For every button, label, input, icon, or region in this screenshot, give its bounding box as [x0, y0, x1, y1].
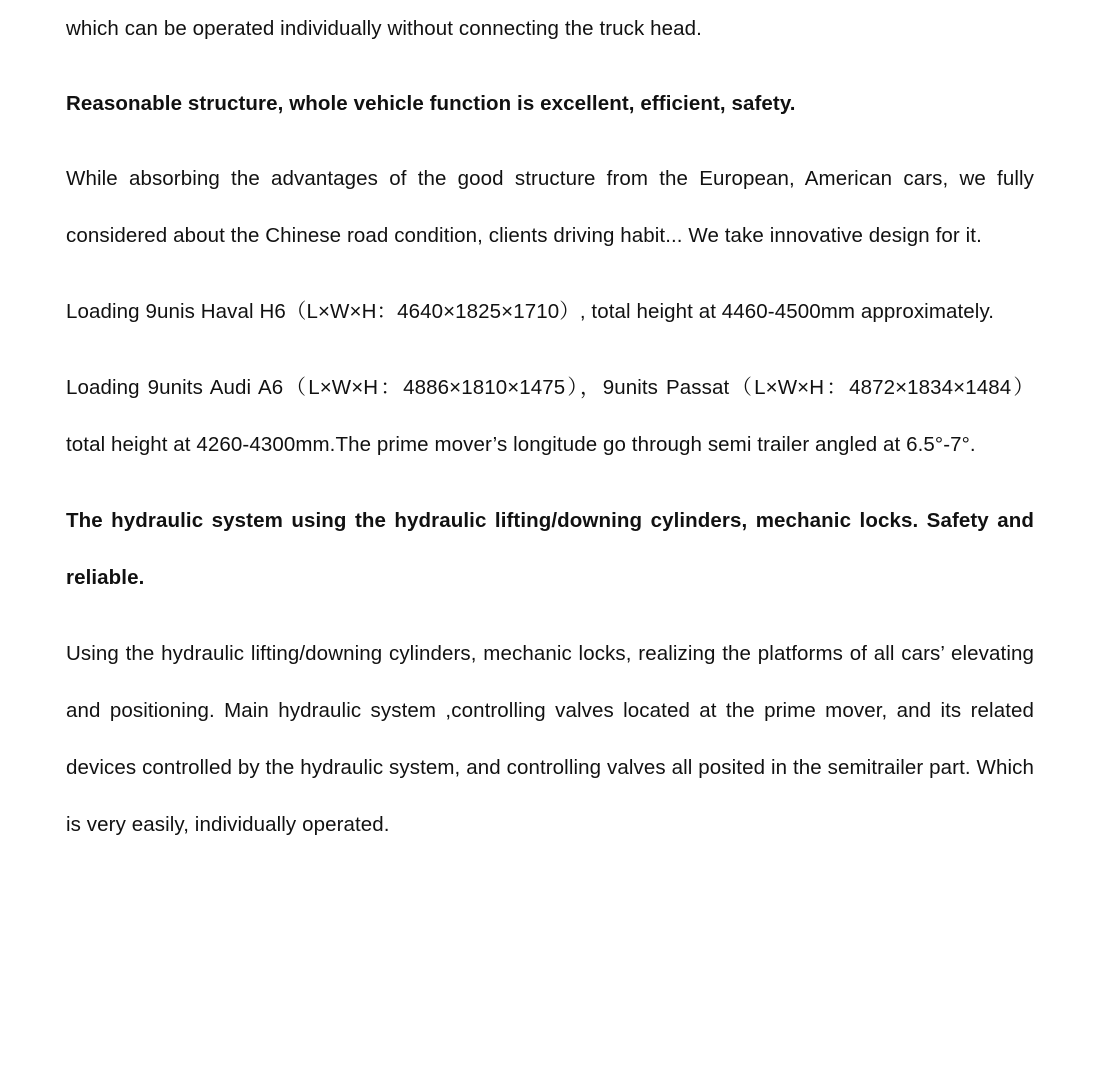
paragraph-loading-audi: Loading 9units Audi A6（L×W×H：4886×1810×1475），9units Passat（L×W×H：4872×1834×1484）total height at 4260-4300mm.The prime mover’s longitude go through semi trailer angled at 6.5°-7°.	[66, 376, 1034, 456]
paragraph-spacer	[66, 340, 1034, 359]
paragraph-hydraulic-detail: Using the hydraulic lifting/downing cylinders, mechanic locks, realizing the platforms of all cars’ elevating and positioning. Main hydraulic system ,controlling valves located at the prime mover, and its related devices controlled by the hydraulic system, and controlling valves all posited in the semitrailer part. Which is very easily, individually operated.	[66, 642, 1034, 836]
paragraph-spacer	[66, 264, 1034, 283]
paragraph-spacer	[66, 57, 1034, 75]
paragraph-loading-haval: Loading 9unis Haval H6（L×W×H：4640×1825×1710）, total height at 4460-4500mm approximately.	[66, 300, 995, 323]
paragraph-spacer	[66, 606, 1034, 625]
document-body	[66, 0, 1034, 853]
paragraph-spacer	[66, 132, 1034, 150]
paragraph-truck-head: which can be operated individually without connecting the truck head.	[66, 17, 702, 40]
paragraph-advantages: While absorbing the advantages of the good structure from the European, American cars, we fully considered about the Chinese road condition, clients driving habit... We take innovative design for it.	[66, 167, 1034, 247]
heading-reasonable-structure: Reasonable structure, whole vehicle function is excellent, efficient, safety.	[66, 92, 796, 115]
heading-hydraulic-system: The hydraulic system using the hydraulic lifting/downing cylinders, mechanic locks. Safety and reliable.	[66, 509, 1034, 589]
paragraph-spacer	[66, 473, 1034, 492]
